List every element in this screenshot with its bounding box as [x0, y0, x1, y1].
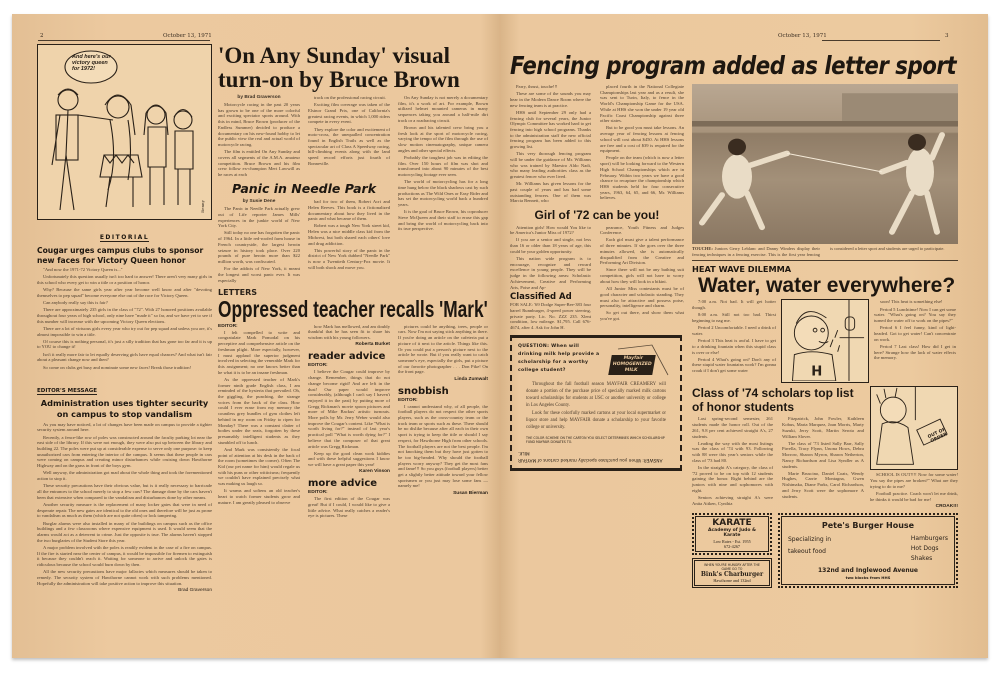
paragraph: These security precautions have their obvious value, but is it really necessary to barricade all the entrances to the school merely to stop a few cars? The damage done by the cars haven't been that extensive when compared to the vandalism and disturbances done by other means. [37, 483, 212, 500]
fencing-headline: Fencing program added as letter sport [510, 51, 957, 80]
paragraph: The world of motorcycling has for a long time hung below the black shadows cast by such productions as The Wild Ones or Easy Rider and has set the motorcycling world back a hundred years. [398, 179, 488, 208]
mayfair-ad [510, 335, 682, 471]
fencing-caption [692, 246, 958, 257]
paragraph: These are some of the sounds you may hear in the Modern Dance Room where the new fencing team is at practice. [510, 91, 591, 108]
paragraph: The class of '73 listed Sally Barr, Sally Pirrella, Tracy Flynn, Unona Hows, Debra Morrow, Sharon Myron, Sharon Netherton, Nancy Richardson and Lisa Syndler as A students. [782, 440, 864, 469]
paragraph: Period 2 Uncomfortable. I need a drink of water. [692, 325, 776, 336]
letters-grid [218, 324, 488, 521]
paragraph: Brown and his talented crew bring you a fresh look at the sport of motorcycle racing, varying the tempo of the film through the use of slow motion cinematography, unique camera angles and other special effects. [398, 125, 488, 153]
paragraph: Attention girls! How would You like to be America's Junior Miss of 1972? [510, 224, 591, 236]
paragraph: "And now the 1971-72 Victory Queen is..." [43, 267, 123, 272]
paragraph: They explore the color and excitement of moto-cross, the unequalled concentration found in English Trails as well as the spectacular art of Class A Speedway racing, hill-climbing events along with the land speed record efforts just fourth of Bonneville. [308, 126, 390, 166]
reader-advice-signature: Karen Vinson [359, 469, 390, 475]
karate-rates: Low Rates - Est. 1955 [713, 538, 751, 544]
karate-ad [692, 513, 772, 555]
reader-advice-text [308, 369, 390, 467]
petes-note: two blocks from HHS [845, 574, 891, 580]
editorial-headline: Cougar urges campus clubs to sponsor new faces for Victory Queen honor [37, 246, 204, 265]
letter-mark-text [218, 330, 300, 506]
needle-byline: by Susie Dene [242, 199, 276, 205]
paragraph: 7:00 a.m. Not bad. It will get hotter though. [692, 299, 776, 311]
school-out-block [870, 386, 958, 510]
fencing-col2 [600, 84, 684, 203]
sunday-col2 [308, 95, 390, 168]
paragraph: Period 6 I feel funny, kind of light-headed. Got to get water! Can't concentrate on work. [874, 325, 956, 342]
paragraph: Throughout the fall football season MAYFAIR CREAMERY will donate a portion of the purchase price of specially marked milk cartons toward scholarships for students at USC or another university or college in Los Angeles County. [526, 381, 666, 408]
paragraph: Period 5 Lunchtime! Now I can get some water. "What's going on? You say they turned the water off to work on the pipes?" [874, 306, 956, 324]
paragraph: I cannot understand why, of all people, the football players do not respect the other sports players, such as the cross-country team or the track team or sports such as these. There should be no dislike because after all each in their own sport is trying to keep the title or should I say respect, for Hawthorne High from other schools. The football players are not the best people. I'm not knocking them but they have just gotten to be too big-headed. Why should the football players worry anyway? They get the most fans and fame!!! So you guys (football players) better get a slightly better attitude toward your fellow sportsmen or you just may lose some fans —namely me! [398, 403, 488, 489]
editors-message-body [37, 422, 212, 588]
editorial-body [37, 267, 212, 372]
paragraph: bad for two of them, Robert Acri and Helen Reeves. This book is a fictionalized documentary about how they lived in the panic and what became of them. [308, 199, 390, 222]
paragraph: I believe the Cougar could improve by change. Remember, things that do not change become rigid! And are left in the dust! Our paper would improve considerably, (although I can't say I haven't enjoyed it in the past) by putting more of Gregg Rickman's movie spoon pictures and more of Mike Backus' artistic turnouts. More polls by Mr. Jerry Weber would also improve the Cougar's content. Like "What is worth living for?" instead of last year's practical poll "What is worth dying for?" I believe that the composer of that great article was Gregg Rickman. [308, 369, 390, 449]
paragraph: This nation wide program is to encourage, recognize and reward excellence in young people. They will be judge in the following areas: Scholastic Achievement, Creative and Performing Arts, Poise and Ap- [510, 256, 591, 290]
scholars-col1 [692, 416, 773, 508]
paragraph: soon! This heat is something else! [880, 299, 943, 305]
paragraph: There are approximately 235 girls in the class of "72". With 27 honored positions available throughout four years of high school, only nine have "made it" so far, and we have yet to see if this number will increase with the upcoming Victory Queen elections. [37, 307, 212, 324]
petes-address: 132nd and Inglewood Avenue [817, 566, 918, 574]
paragraph: Burglar alarms were also installed in many of the buildings on campus such as the office buildings and a few classrooms where expensive equipment is used. It would seem that the alarms would act as a deterrent to crime. Just the opposite is true. The alarms haven't stopped the two burglaries of the Student Store this year. [37, 520, 212, 543]
right-left-column [510, 84, 684, 471]
cartoon-signature: Benny [200, 200, 206, 213]
out-of-order-sign: OUT OF ORDER [927, 427, 949, 445]
sunday-col1 [218, 95, 300, 179]
snobbish-signature: Susan Bierman [453, 491, 488, 497]
more-advice-end [398, 324, 488, 375]
petes-title: Pete's Burger House [821, 520, 915, 530]
binks-name: Bink's Charburger [700, 570, 764, 578]
letter-mark [218, 324, 300, 507]
paragraph: On Any Sunday is not merely a documentary film, it's a work of art. For example, Brown utilized helmet mounted cameras in many sequences taking you around a half-mile dirt track or a roadracing circuit. [398, 95, 488, 123]
paragraph: 8:00 a.m. Still not too bad. Thirst beginning to nag me. [692, 312, 776, 324]
paragraph: Can anybody really say this is fair? [43, 300, 108, 306]
water-kicker: HEAT WAVE DILEMMA [692, 264, 792, 275]
cartoon-speech-bubble: And here's our victory queen for 1972! [72, 54, 111, 72]
scholars-grid [692, 386, 958, 510]
editors-message-signature: Brad Graverson [178, 587, 212, 593]
paragraph: The first edition of the Cougar was great! But if I could, I would like to give a little advice. What really catches a reader's eye is pictures. These [308, 496, 390, 519]
letters-col3 [398, 324, 488, 497]
snobbish-text [398, 404, 488, 490]
paragraph: how Mark has mellowed, and am doubly thankful that he has seen fit to share his wisdom with his young followers. [308, 323, 390, 341]
page-number: 3 [945, 33, 949, 39]
girl72-grid [510, 225, 684, 331]
right-right-column [692, 84, 958, 588]
paragraph: Another security measure is the replacement of many locker gates that were in need of desperate repair. The new gates are identical to the old ones and therefore will be just as prone to vandalism as much as them (which are not quite often) or lock tampering. [37, 501, 212, 519]
girl72-col1-wrap [510, 225, 591, 331]
paragraph: Last spring-second semester, 261 students made the honor roll. Out of the 261, 9.8 per cent achieved straight A's, 27 students. [692, 416, 773, 439]
paragraph: There are a lot of virtuous girls every year who try out for pep squad and unless you are, it's almost impossible to win a title. [37, 325, 212, 337]
paragraph: As you may have noticed, a lot of changes have been made on campus to provide a tighter security system around here. [37, 421, 212, 433]
editorial-kicker: EDITORIAL [99, 234, 150, 241]
paragraph: Fitzpatrick, John Fowler, Kathleen Kobus, Maria Marquez, Joan Morris, Marty Suzuki, Jerry Scott, Martin Serota and William Slover. [782, 416, 864, 439]
paragraph: I felt compelled to write and congratulate Mark Pomodal on his perceptive and comprehensive article on the freshman plight. More especially, however, I must applaud the superior judgment involved in selecting the venerable Mark for this assignment; no one knows better than he what it is to be an insane freshman. [218, 329, 300, 375]
paragraph: Unfortunately this question usually isn't too hard to answer! There aren't very many girls in this school who every get to win a title or a position of honor. [37, 274, 212, 285]
paragraph: Period 7 Last class! How did I get in here? Strange how the lack of water effects the memory. [874, 343, 956, 361]
paragraph: Period 4 What's going on? Don't any of these stupid water fountains work? I'm gonna croak if I don't get some water [692, 356, 776, 374]
needle-col2 [308, 199, 390, 272]
mayfair-body [526, 381, 666, 433]
page-date: October 13, 1971 [778, 33, 827, 39]
paragraph: SCHOOL IS OUT!!!! Now for some water! You say the pipes are broken?" What are they trying to do to me? [870, 472, 958, 489]
classified-heading: Classified Ad [510, 292, 572, 303]
karate-title: KARATE [712, 517, 752, 528]
letter-mark-end [308, 324, 390, 341]
menu-item: Hot Dogs [910, 544, 939, 552]
caption-text: Juniors Gerry Leblanc and Danny Winders display their fencing techniques in a fencing exercise. This is the first year fencing is considered a letter sport and students are urged to participate. [692, 246, 945, 257]
paragraph: As the oppressed teacher of Mark's former ninth grade English class, I am reminded of the hysteria that prevailed. Oh, the giggling, the punching, the strange voices from the back of the class. How could I ever erase from my memory the countless grey bundles of gym clothes left behind in my room on Friday to ripen for Monday? There was a constant clatter of bodies under the seats, forgotten by these presumably intelligent students as they stumbled off to lunch. [218, 376, 300, 445]
paragraph: This powerful story of the panic in the district of New York dubbed "Needle Park" is now a Twentieth Century-Fox movie. It will both shock and move you. [308, 247, 390, 270]
cartoon-drawing-icon [38, 45, 210, 218]
paragraph: pictures could be anything, trees, people or cars. Now I'm not saying stick anything in there. If you're doing an article on the cafeteria put a picture of it next to the article. Things like this. Or you could put a person's picture next to the article he wrote. But if you really want to catch someone's eye, especially the girls, put a picture of our favorite photographer . . . Don Pike! On the front page. [398, 323, 488, 375]
menu-item: Hamburgers [910, 534, 948, 542]
letter-editor-label: EDITOR: [218, 323, 238, 329]
classified-text: FOR SALE: '69 Dodge Super-Bee-383 four barrel Runnburger, 4-speed power steering, private party. Lic. No. ZZZ 235. Xlent condition, low mileage. $1,795. Call 676-4674, after 4. Ask for John H. [510, 302, 591, 331]
paragraph: It warms and softens an old teacher's heart to watch former students grow and mature. I am greatly pleased to observe [218, 488, 300, 505]
binks-ad [692, 558, 772, 588]
paragraph: Exciting film coverage was taken of the Elsinor Grand Prix, one of California's greatest racing events, in which 1,000 riders compete in every event. [308, 102, 390, 125]
paragraph: This very thorough fencing program will be under the guidance of Mr. Williams who was trained by Maestro Aldo Nadi, who many leading authorities class as the greatest fencer who ever lived. [510, 151, 591, 180]
paragraph: Look for these colorfully marked cartons at your local supermarket or liquor store and help MAYFAIR donate a scholarship to your favorite college or university. [526, 411, 666, 431]
paragraph: Seniors achieving straight A's were Anita Aitken, Cynthia [692, 495, 773, 506]
needle-col1 [218, 199, 300, 285]
more-advice-text [308, 496, 390, 519]
paragraph: And Mark was consistently the focal point of attention at his desk in the back of the room (sometimes the corner). Often The Kid (our pet name for him) would regale us with his puns or other witticisms; frequently we couldn't have explained precisely what was making us laugh so. [218, 446, 300, 487]
paragraph: Of course this is nothing personal, it's just a silly tradition that has gone too far and it is up to YOU to change it! [37, 338, 212, 350]
water-headline: Water, water everywhere? [698, 274, 956, 298]
fencing-photo [692, 84, 958, 244]
middle-column [218, 44, 488, 521]
karate-sub: Academy of Judo & Karate [708, 527, 756, 539]
water-cartoon [781, 299, 869, 383]
paragraph: HHS until September 29 only had a fencing club for several years, the Junior Olympic Committee has worked hard to get fencing into high school programs. Thanks to the administration staff the new official fencing program has been added to this growing list. [510, 109, 591, 150]
menu-item: Shakes [910, 554, 933, 562]
paragraph: Probably the toughest job was in editing the film. Over 150 hours of film was shot and transformed into about 90 minutes of the best motorcycling footage ever seen. [398, 155, 488, 178]
page-date: October 13, 1971 [163, 33, 212, 39]
snobbish-label: EDITOR: [398, 397, 418, 403]
fencing-col1 [510, 84, 591, 206]
paragraph: Mr. Williams has given lessons for the past couple of years and has had some outstanding fencers. One of them was Marcia Bennett, who [510, 181, 591, 204]
paragraph: Since there will not be any bathing suit competition, girls will not have to worry about how they will look in a bikini. [600, 267, 684, 284]
letters-headline: Oppressed teacher recalls 'Mark' [218, 295, 488, 322]
fencing-headline-wrap [510, 51, 956, 81]
more-advice-signature: Linda Zumwalt [454, 376, 488, 382]
paragraph: Each girl must give a talent performance of three minutes. If she goes over the three minutes allowed, she is automatically disqualified from the Creative and Performing Art Division. [600, 237, 684, 266]
paragraph: So get out there, and show them what you've got. [600, 310, 684, 322]
caption-label: TOUCHE: [692, 246, 713, 251]
left-column [37, 44, 212, 594]
letters-kicker: LETTERS [218, 287, 258, 297]
paragraph: In the straight A's category, the class of '72 proved to be on top with 12 students gaining the honor. Right behind are the juniors with nine and sophomores with eight. [692, 465, 773, 493]
paragraph: Robert was a tough New York street kid, Helen was a nice middle class kid from the Midwest, but both shared each others' love and drug addiction. [308, 223, 390, 246]
water-grid [692, 299, 958, 383]
sunday-needle-grid [218, 95, 488, 285]
sunday-byline: by Brad Graverson [237, 95, 281, 100]
paragraph: placed fourth in the National Collegiate Championships last year and as a result, she was sent to Turin, Italy, to fence in the World's Championship Game for the USA. While at HHS she won the under 19 year old Pacific Coast Championship against three other states. [600, 84, 684, 124]
letter-mark-signature: Roberta Burket [355, 342, 390, 348]
mayfair-fine-print: THE COLOR SCHEME ON THE CARTON YOU SELECT DETERMINES WHICH SCHOLARSHIP FUND MAYFAIR DONATES TO. [526, 435, 665, 445]
fencers-photo-icon [692, 84, 958, 244]
needle-col1-text [218, 206, 300, 283]
paragraph: If you are a senior and single, not less than 16 or older than 18 years of age, this could be your golden opportunity. [510, 237, 591, 254]
paragraph: Keep up the good clean work kiddies and with these helpful suggestions I know we will have a great paper this year! [308, 450, 390, 468]
paragraph: Period 3 This heat is awful. I have to get to a drinking fountain when this stupid class is over or else! [692, 338, 776, 355]
scholars-article [692, 386, 864, 508]
letters-col2 [308, 324, 390, 521]
paragraph: Football practice. Coach won't let me drink, he thinks it would be bad for me! [870, 491, 958, 502]
croak-text: CROAK!!! [935, 503, 958, 509]
mayfair-logo: Mayfair HOMOGENIZED MILK [608, 355, 656, 375]
paragraph: Parry, thrust, touche!!! [516, 84, 558, 89]
reader-advice-heading: reader advice [308, 351, 386, 363]
mayfair-question: QUESTION: When will drinking milk help provide a scholarship for a worthy college student? [518, 343, 600, 373]
paragraph: Well anyway, the administration got mad about the whole thing and took the forementioned action to stop it. [37, 470, 212, 482]
paragraph: The Panic in Needle Park actually grew out of Life reporter James Mills' experiences in the junkie world of New York City. [218, 206, 300, 229]
thirsty-student-cartoon-icon [782, 300, 867, 381]
snobbish-heading: snobbish [398, 385, 449, 397]
editors-message-kicker: EDITOR'S MESSAGE [37, 387, 98, 394]
paragraph: Isn't it really more fair to let equally deserving girls have equal chances? And what isn't fair about a pleasant change now and then? [37, 351, 212, 363]
editorial-cartoon [37, 44, 212, 220]
paragraph: Motorcycle racing in the past 20 years has grown to be one of the more colorful and exciting spectator sports around. With this in mind, Bruce Brown (producer of the Endless Summer) decided to produce a documentary on his new-found hobby to let the public view the real and actual world of motorcycle racing. [218, 102, 300, 147]
needle-headline: Panic in Needle Park [231, 181, 377, 197]
paragraph: People on the team (which is now a letter sport) will be looking forward to the Western High School Championships which are in February. Within two years we have a good chance to recapture the championship which HHS students held for four consecutive years, 1963, 64, 65, and 66, Mr. Williams believes. [600, 155, 684, 201]
more-advice-heading: more advice [308, 478, 378, 490]
paragraph: It is the goal of Bruce Brown, his coproducer Steve McQueen and their staff to erase this gap and bring the world of motorcycling back into its true perspective. [398, 209, 488, 232]
scholars-col2 [782, 416, 864, 500]
paragraph: For the addicts of New York, it meant the longest and worst panic ever. It was especially [218, 266, 300, 283]
svg-text:H: H [811, 364, 823, 380]
girl72-headline: Girl of '72 can be you! [534, 207, 660, 222]
paragraph: But to be good you must take lessons. An average year of fencing lessons at fencing school will cost about $450. At HHS lessons are free and a cost of $39 is required for the equipment. [600, 125, 684, 154]
ads-row [692, 513, 958, 588]
editors-message-headline: Administration uses tighter security on campus to stop vandalism [40, 397, 209, 419]
petes-takeout: takeout food [788, 547, 826, 555]
paragraph: Recently, a fence-like row of poles was constructed around the faculty parking lot near the east side of the library. If this were not enough, they were also put up between the library and building 22. The poles were put up at considerable expense to serve only one purpose: to keep unauthorized cars from entering the interior of the campus. It seems that these people in cars were coming on campus and creating minor disturbances while cruising down Hawthorne Highway and on the grass in front of the boys gym. [37, 434, 212, 469]
petes-ad [778, 513, 958, 588]
paragraph: So come on clubs get busy and nominate some new faces! Break those tradition! [43, 364, 192, 370]
paragraph: Leading the way with the most listings was the class of '74 with 93. Following with 88 were this year's seniors while the class of '73 had 80. [692, 440, 773, 463]
sunday-col1-text [218, 102, 300, 178]
paragraph: The film is entitled On Any Sunday and covers all segments of the A.M.A. amateur competition. Bruce Brown and his film crew follow ex-champion Mert Lawwill as he races at each [218, 149, 300, 177]
school-out-cartoon [870, 386, 958, 470]
more-advice-label: EDITOR: [308, 490, 328, 496]
paragraph: A major problem involved with the poles is readily evident in the case of a fire on campus. If the fire is started near the center of campus, it would be impossible for firemen to extinguish it because they couldn't reach it. Waiting for someone to arrive and unlock the gates is ridiculous because the school would burn down by then. [37, 544, 212, 567]
school-out-text [870, 472, 958, 502]
mayfair-answer: ANSWER: When you purchase specially marked cartons of MAYFAIR MILK. [518, 450, 663, 463]
page-number: 2 [40, 33, 44, 39]
sunday-col3 [398, 95, 488, 234]
binks-address: Hawthorne and 132nd [713, 577, 751, 583]
girl72-col1 [510, 225, 591, 291]
reader-advice-label: EDITOR: [308, 363, 328, 369]
paragraph: track on the professional racing circuit. [314, 95, 386, 100]
karate-phone: 672-4267 [723, 544, 741, 550]
girl72-col2 [600, 225, 684, 324]
water-col1 [692, 299, 776, 375]
paragraph: All Junior Miss contestants must be of good character and scholastic standing. They must also be attractive and possess poise, personality, intelligence and charm. [600, 286, 684, 309]
paragraph: pearance, Youth Fitness and Judges Conference. [600, 224, 684, 236]
paragraph: Still today no one has forgotten the panic of 1964. In a little red-roofed farm house in French countryside, the largest heroin seizure in history took place. Over 220 pounds of pure heroin more than $22 million worth, was confiscated. [218, 230, 300, 264]
paragraph: Marie Bruscino, Daniel Coats, Wendy Hughes, Carrie Montagna, Gwen Nishimaka, Diane Parks, Carol Richardson, and Jerry Scott were the sophomore A students. [782, 470, 864, 499]
paragraph: Why? Because the same girls year after year become well know and after "devoting themselves to pep squad" become everyone else out of the race for Victory Queen. [37, 287, 212, 298]
binks-pre: WHEN YOU'RE HUNGRY AFTER THE GAME GO TO [704, 562, 760, 571]
paragraph: All the new security precautions have major fallacies which measures should be taken to remedy. The security system of Hawthorne cannot work with such problems mentioned. Hopefully the administration will take positive action to improve this situation. [37, 569, 212, 586]
scholars-headline: Class of '74 scholars top list of honor students [692, 386, 854, 415]
water-col2 [874, 299, 956, 362]
fencing-grid [510, 84, 684, 206]
sunday-headline: 'On Any Sunday' visual turn-on by Bruce Brown [218, 43, 460, 92]
petes-specializing: Specializing in [788, 535, 832, 543]
